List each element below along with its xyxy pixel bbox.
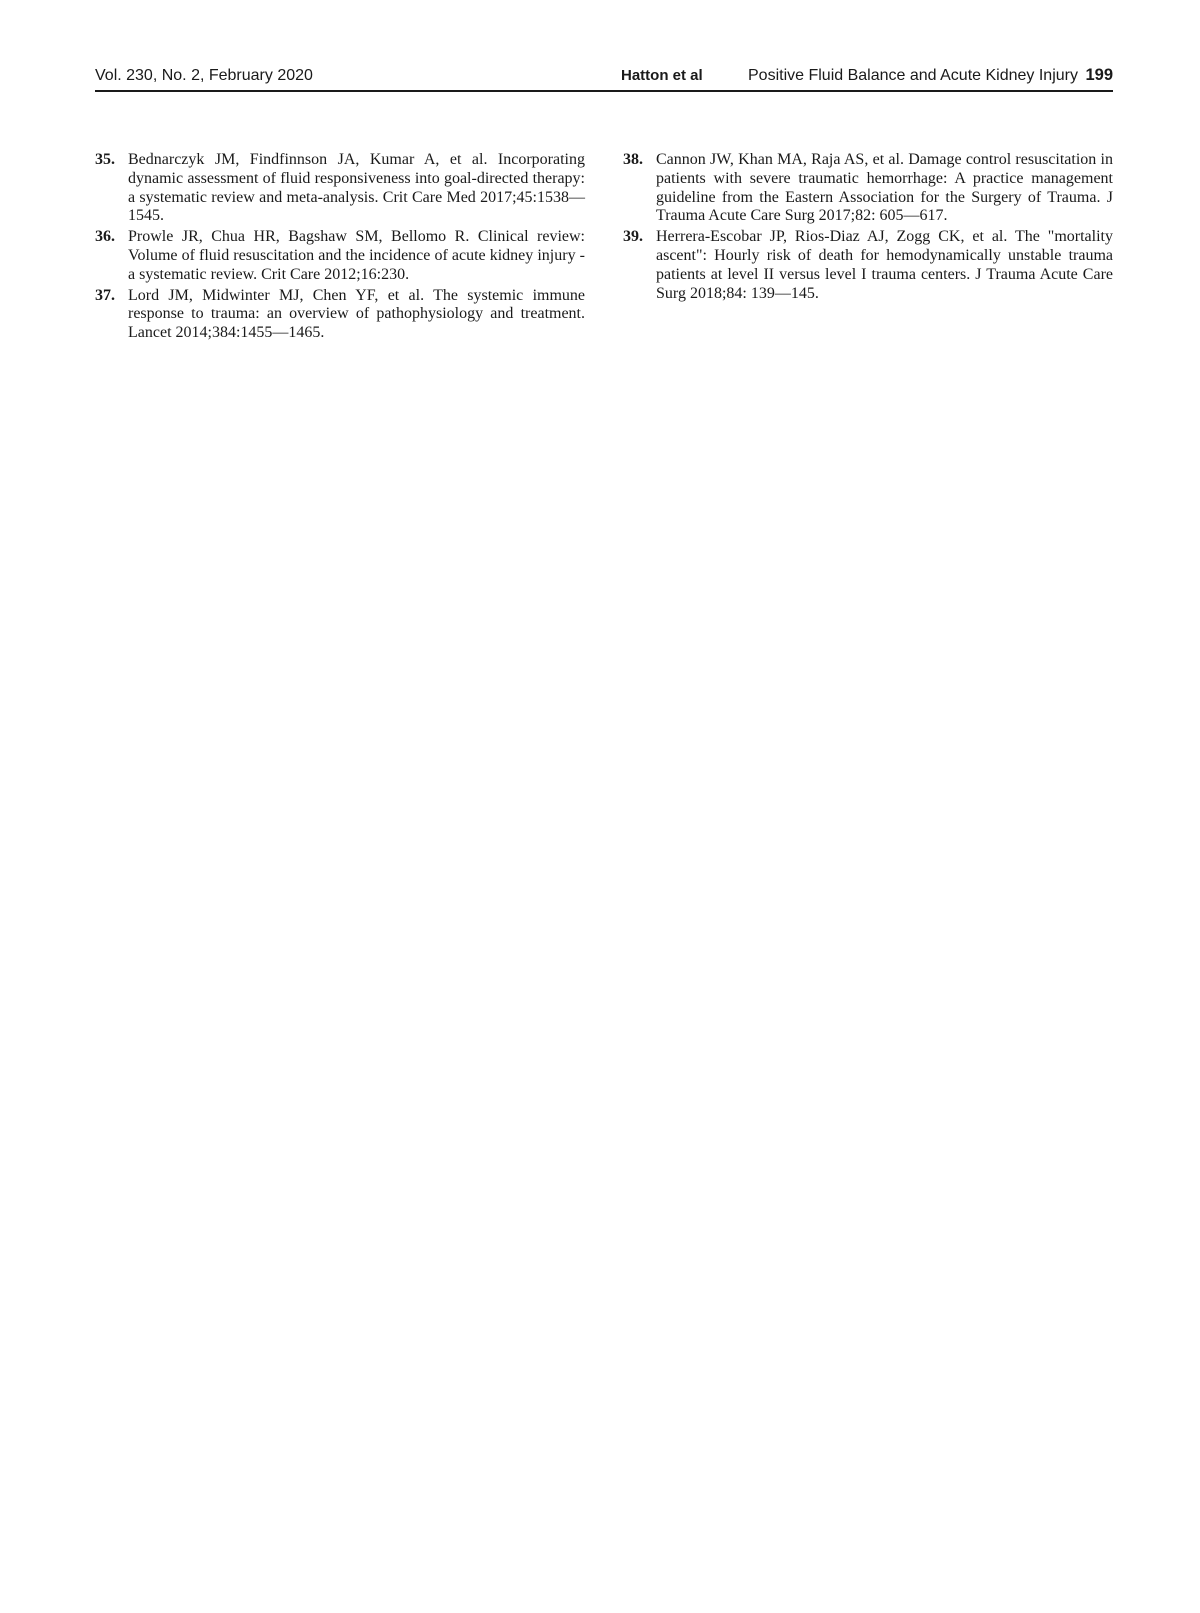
reference-text: Herrera-Escobar JP, Rios-Diaz AJ, Zogg CK, et al. The "mortality ascent": Hourly risk of death for hemodynamically unstable trauma patients at level II versus level I trauma centers. J Trauma Acute Care Surg 2018;84: 139—145. xyxy=(656,228,1113,302)
journal-volume: Vol. 230, No. 2, February 2020 xyxy=(95,67,313,84)
reference-number: 36. xyxy=(95,228,115,246)
reference-list xyxy=(623,151,1113,303)
running-header xyxy=(95,64,1113,92)
page-number: 199 xyxy=(1085,66,1113,84)
reference-number: 38. xyxy=(623,151,643,168)
reference-number: 35. xyxy=(95,151,115,168)
reference-text: Prowle JR, Chua HR, Bagshaw SM, Bellomo R. Clinical review: Volume of fluid resuscitation and the incidence of acute kidney injury - a systematic review. Crit Care 2012;16:230. xyxy=(128,228,585,283)
reference-text: Bednarczyk JM, Findfinnson JA, Kumar A, et al. Incorporating dynamic assessment of fluid responsiveness into goal-directed therapy: a systematic review and meta-analysis. Crit Care Med 2017;45:1538—1545. xyxy=(128,151,585,225)
reference-number: 37. xyxy=(95,286,115,304)
running-title: Positive Fluid Balance and Acute Kidney Injury xyxy=(748,67,1078,84)
reference-list xyxy=(95,151,585,343)
reference-text: Cannon JW, Khan MA, Raja AS, et al. Damage control resuscitation in patients with severe traumatic hemorrhage: A practice management guideline from the Eastern Association for the Surgery of Trauma. J Trauma Acute Care Surg 2017;82: 605—617. xyxy=(656,151,1113,225)
reference-36 xyxy=(95,228,585,284)
reference-35 xyxy=(95,151,585,226)
references-left-column xyxy=(95,151,585,345)
reference-37 xyxy=(95,287,585,343)
reference-number: 39. xyxy=(623,228,643,246)
reference-39 xyxy=(623,228,1113,303)
references-right-column xyxy=(623,151,1113,305)
running-authors: Hatton et al xyxy=(621,67,703,84)
reference-38 xyxy=(623,151,1113,226)
reference-text: Lord JM, Midwinter MJ, Chen YF, et al. The systemic immune response to trauma: an overview of pathophysiology and treatment. Lancet 2014;384:1455—1465. xyxy=(128,286,585,342)
